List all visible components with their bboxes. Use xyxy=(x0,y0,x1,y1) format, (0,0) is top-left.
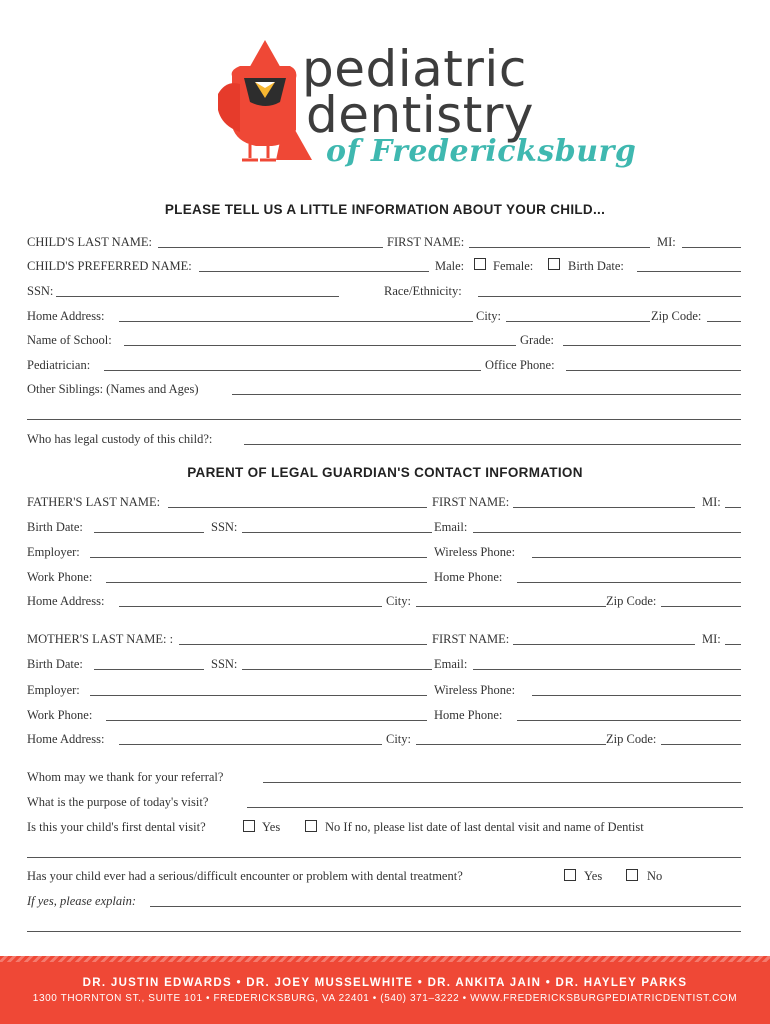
child-mi-field[interactable] xyxy=(682,247,741,248)
mother-wireless-label: Wireless Phone: xyxy=(434,683,516,697)
explain-label: If yes, please explain: xyxy=(27,894,136,908)
mother-zip-label: Zip Code: xyxy=(606,732,657,746)
child-preferred-name-label: CHILD'S PREFERRED NAME: xyxy=(27,259,192,273)
siblings-field[interactable] xyxy=(232,394,741,395)
father-zip-field[interactable] xyxy=(661,606,741,607)
father-home-address-label: Home Address: xyxy=(27,594,105,608)
father-wireless-field[interactable] xyxy=(532,557,741,558)
father-city-label: City: xyxy=(386,594,412,608)
mother-employer-field[interactable] xyxy=(90,695,427,696)
mother-birth-date-field[interactable] xyxy=(94,669,204,670)
custody-field[interactable] xyxy=(244,444,741,445)
encounter-yes-label: Yes xyxy=(584,869,603,883)
custody-label: Who has legal custody of this child?: xyxy=(27,432,213,446)
siblings-field-line-2[interactable] xyxy=(27,419,741,420)
explain-field-line-2[interactable] xyxy=(27,931,741,932)
child-preferred-name-field[interactable] xyxy=(199,271,429,272)
encounter-label: Has your child ever had a serious/difficult encounter or problem with dental treatment? xyxy=(27,869,463,883)
race-field[interactable] xyxy=(478,296,741,297)
mother-email-label: Email: xyxy=(434,657,468,671)
encounter-yes-checkbox[interactable] xyxy=(564,869,576,881)
referral-label: Whom may we thank for your referral? xyxy=(27,770,224,784)
child-last-name-field[interactable] xyxy=(158,247,383,248)
encounter-no-label: No xyxy=(647,869,663,883)
first-visit-yes-label: Yes xyxy=(262,820,281,834)
child-zip-label: Zip Code: xyxy=(651,309,702,323)
father-employer-label: Employer: xyxy=(27,545,80,559)
father-first-name-field[interactable] xyxy=(513,507,695,508)
child-section-title: PLEASE TELL US A LITTLE INFORMATION ABOUT YOUR CHILD... xyxy=(164,202,606,217)
parent-section-title: PARENT OF LEGAL GUARDIAN'S CONTACT INFORMATION xyxy=(187,465,583,480)
referral-field[interactable] xyxy=(263,782,741,783)
mother-first-name-field[interactable] xyxy=(513,644,695,645)
female-checkbox[interactable] xyxy=(548,258,560,270)
purpose-field[interactable] xyxy=(247,807,743,808)
first-visit-no-checkbox[interactable] xyxy=(305,820,317,832)
father-last-name-field[interactable] xyxy=(168,507,427,508)
office-phone-field[interactable] xyxy=(566,370,741,371)
mother-zip-field[interactable] xyxy=(661,744,741,745)
father-mi-field[interactable] xyxy=(725,507,741,508)
school-label: Name of School: xyxy=(27,333,112,347)
father-mi-label: MI: xyxy=(702,495,721,509)
encounter-no-checkbox[interactable] xyxy=(626,869,638,881)
mother-email-field[interactable] xyxy=(473,669,741,670)
male-label: Male: xyxy=(435,259,465,273)
child-birth-date-label: Birth Date: xyxy=(568,259,624,273)
child-first-name-field[interactable] xyxy=(469,247,650,248)
mother-home-address-label: Home Address: xyxy=(27,732,105,746)
brand-line-1: pediatric xyxy=(302,40,527,98)
first-visit-label: Is this your child's first dental visit? xyxy=(27,820,206,834)
mother-home-phone-label: Home Phone: xyxy=(434,708,503,722)
footer-stripe xyxy=(0,956,770,962)
siblings-label: Other Siblings: (Names and Ages) xyxy=(27,382,199,396)
mother-city-field[interactable] xyxy=(416,744,606,745)
footer-band xyxy=(0,956,770,1024)
father-email-label: Email: xyxy=(434,520,468,534)
last-visit-field[interactable] xyxy=(27,857,741,858)
child-ssn-label: SSN: xyxy=(27,284,54,298)
mother-work-phone-label: Work Phone: xyxy=(27,708,93,722)
father-home-phone-label: Home Phone: xyxy=(434,570,503,584)
child-zip-field[interactable] xyxy=(707,321,741,322)
footer-address: 1300 THORNTON ST., SUITE 101 • FREDERICKSBURG, VA 22401 • (540) 371–3222 • WWW.FREDERICKSBURGPEDIATRICDENTIST.COM xyxy=(32,993,738,1004)
mother-ssn-field[interactable] xyxy=(242,669,432,670)
father-home-address-field[interactable] xyxy=(119,606,382,607)
mother-home-address-field[interactable] xyxy=(119,744,382,745)
child-ssn-field[interactable] xyxy=(56,296,339,297)
mother-home-phone-field[interactable] xyxy=(517,720,741,721)
child-home-address-field[interactable] xyxy=(119,321,473,322)
father-zip-label: Zip Code: xyxy=(606,594,657,608)
father-work-phone-field[interactable] xyxy=(106,582,427,583)
first-visit-no-label: No If no, please list date of last dental visit and name of Dentist xyxy=(325,820,644,834)
father-first-name-label: FIRST NAME: xyxy=(432,495,510,509)
father-birth-date-field[interactable] xyxy=(94,532,204,533)
father-email-field[interactable] xyxy=(473,532,741,533)
mother-birth-date-label: Birth Date: xyxy=(27,657,83,671)
father-wireless-label: Wireless Phone: xyxy=(434,545,516,559)
child-first-name-label: FIRST NAME: xyxy=(387,235,465,249)
father-ssn-field[interactable] xyxy=(242,532,432,533)
mother-employer-label: Employer: xyxy=(27,683,80,697)
father-birth-date-label: Birth Date: xyxy=(27,520,83,534)
purpose-label: What is the purpose of today's visit? xyxy=(27,795,209,809)
father-city-field[interactable] xyxy=(416,606,606,607)
race-label: Race/Ethnicity: xyxy=(384,284,462,298)
father-last-name-label: FATHER'S LAST NAME: xyxy=(27,495,161,509)
child-mi-label: MI: xyxy=(657,235,676,249)
child-city-field[interactable] xyxy=(506,321,650,322)
father-ssn-label: SSN: xyxy=(211,520,238,534)
child-home-address-label: Home Address: xyxy=(27,309,105,323)
first-visit-yes-checkbox[interactable] xyxy=(243,820,255,832)
father-employer-field[interactable] xyxy=(90,557,427,558)
child-city-label: City: xyxy=(476,309,502,323)
mother-last-name-field[interactable] xyxy=(179,644,427,645)
mother-first-name-label: FIRST NAME: xyxy=(432,632,510,646)
grade-field[interactable] xyxy=(563,345,741,346)
mother-last-name-label: MOTHER'S LAST NAME: : xyxy=(27,632,174,646)
female-label: Female: xyxy=(493,259,534,273)
grade-label: Grade: xyxy=(520,333,555,347)
school-field[interactable] xyxy=(124,345,516,346)
male-checkbox[interactable] xyxy=(474,258,486,270)
child-birth-date-field[interactable] xyxy=(637,271,741,272)
mother-mi-field[interactable] xyxy=(725,644,741,645)
footer-doctors: DR. JUSTIN EDWARDS • DR. JOEY MUSSELWHITE • DR. ANKITA JAIN • DR. HAYLEY PARKS xyxy=(82,977,688,989)
father-home-phone-field[interactable] xyxy=(517,582,741,583)
mother-mi-label: MI: xyxy=(702,632,721,646)
pediatrician-field[interactable] xyxy=(104,370,481,371)
pediatrician-label: Pediatrician: xyxy=(27,358,91,372)
brand-line-3: of Fredericksburg xyxy=(326,134,637,169)
mother-wireless-field[interactable] xyxy=(532,695,741,696)
brand-line-2: dentistry xyxy=(306,86,534,144)
office-phone-label: Office Phone: xyxy=(485,358,555,372)
mother-city-label: City: xyxy=(386,732,412,746)
child-last-name-label: CHILD'S LAST NAME: xyxy=(27,235,152,249)
explain-field[interactable] xyxy=(150,906,741,907)
mother-ssn-label: SSN: xyxy=(211,657,238,671)
father-work-phone-label: Work Phone: xyxy=(27,570,93,584)
mother-work-phone-field[interactable] xyxy=(106,720,427,721)
